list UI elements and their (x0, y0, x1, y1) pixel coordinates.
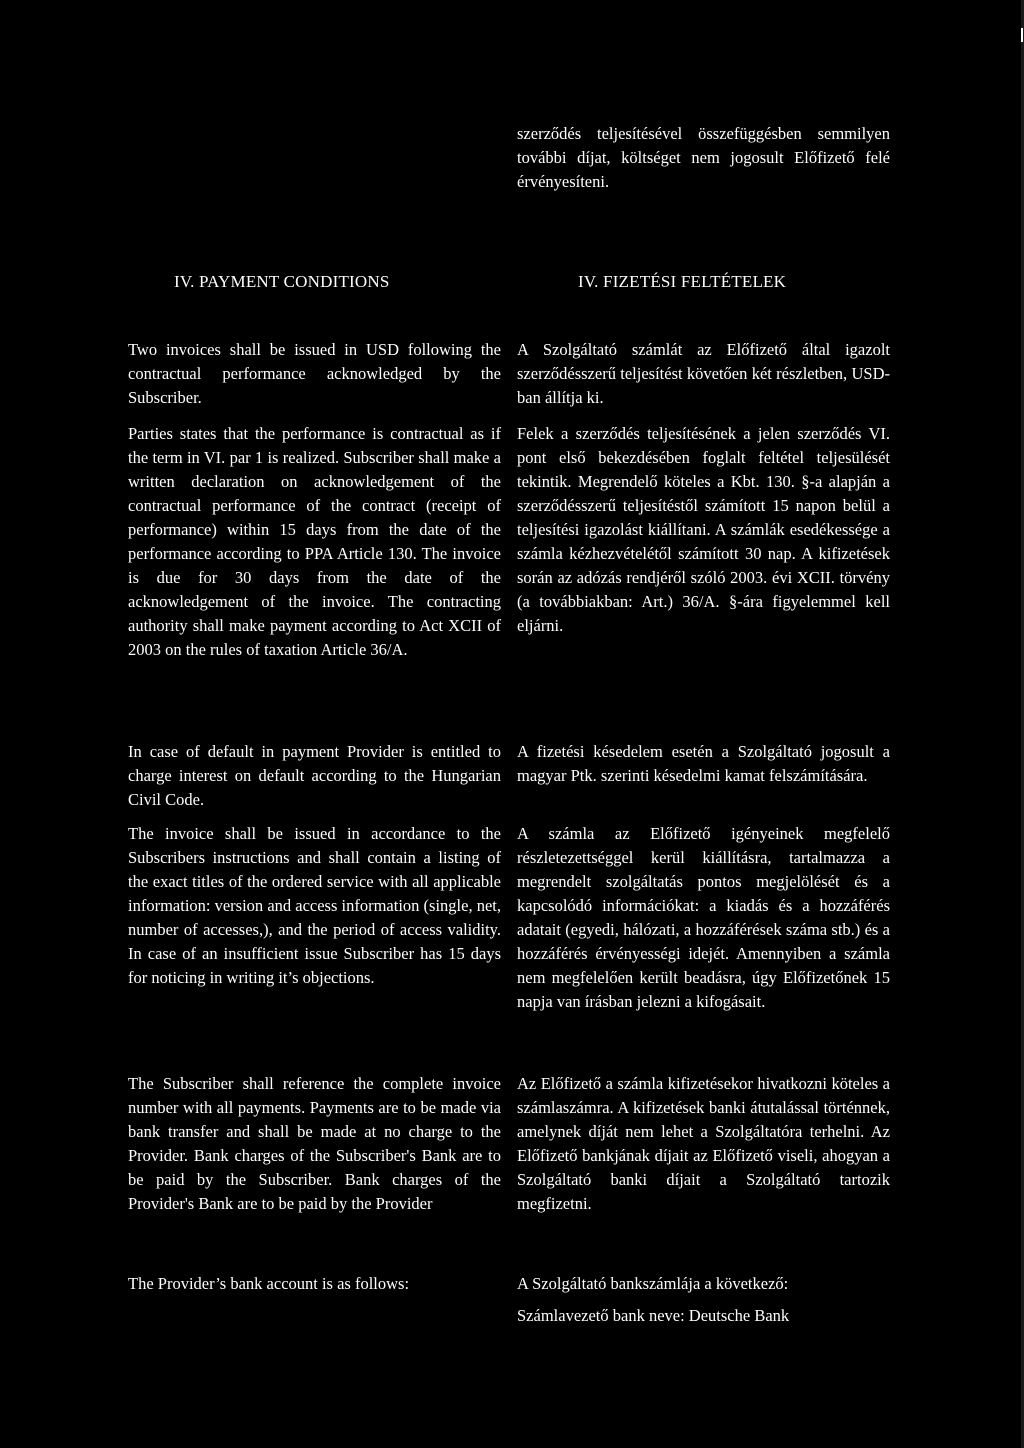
paragraph-hu-invoice-content: A számla az Előfizető igényeinek megfelelő részletezettséggel kerül kiállításra, tartalmazza a megrendelt szolgáltatás pontos megjelölését és a kapcsolódó információkat: a kiadás és a hozzáférés adatait (egyedi, hálózati, a hozzáférések száma stb.) és a hozzáférés érvényességi idejét. Amennyiben a számla nem megfelelően került beadásra, úgy Előfizetőnek 15 napja van írásban jelezni a kifogásait. (517, 824, 890, 1011)
paragraph-en-default: In case of default in payment Provider is entitled to charge interest on default according to the Hungarian Civil Code. (128, 742, 501, 809)
paragraph-hu-performance: Felek a szerződés teljesítésének a jelen szerződés VI. pont első bekezdésében foglalt feltétel teljesülését tekintik. Megrendelő köteles a Kbt. 130. §-a alapján a szerződésszerű teljesítéstől számított 15 napon belül a teljesítési igazolást kiállítani. A számlák esedékessége a számla kézhezvételétől számított 30 nap. A kifizetések során az adózás rendjéről szóló 2003. évi XCII. törvény (a továbbiakban: Art.) 36/A. §-ára figyelemmel kell eljárni. (517, 424, 890, 635)
paragraph-hu-invoices: A Szolgáltató számlát az Előfizető által igazolt szerződésszerű teljesítést követően két részletben, USD-ban állítja ki. (517, 340, 890, 407)
paragraph-en-invoices: Two invoices shall be issued in USD following the contractual performance acknowledged by the Subscriber. (128, 340, 501, 407)
continued-paragraph-hu: szerződés teljesítésével összefüggésben semmilyen további díjat, költséget nem jogosult Előfizető felé érvényesíteni. (517, 124, 890, 191)
paragraph-en-invoice-content: The invoice shall be issued in accordance to the Subscribers instructions and shall contain a listing of the exact titles of the ordered service with all applicable information: version and access information (single, net, number of accesses,), and the period of access validity. In case of an insufficient issue Subscriber has 15 days for noticing in writing it’s objections. (128, 824, 501, 987)
paragraph-en-payments: The Subscriber shall reference the complete invoice number with all payments. Payments are to be made via bank transfer and shall be made at no charge to the Provider. Bank charges of the Subscriber's Bank are to be paid by the Subscriber. Bank charges of the Provider's Bank are to be paid by the Provider (128, 1074, 501, 1213)
paragraph-hu-bank-account: A Szolgáltató bankszámlája a következő: (517, 1274, 789, 1293)
paragraph-hu-default: A fizetési késedelem esetén a Szolgáltató jogosult a magyar Ptk. szerinti késedelmi kamat felszámítására. (517, 742, 890, 785)
section-heading-en: IV. PAYMENT CONDITIONS (174, 272, 390, 291)
paragraph-en-performance: Parties states that the performance is contractual as if the term in VI. par 1 is realized. Subscriber shall make a written declaration on acknowledgement of the contractual performance of the contract (receipt of performance) within 15 days from the date of the performance according to PPA Article 130. The invoice is due for 30 days from the date of the acknowledgement of the invoice. The contracting authority shall make payment according to Act XCII of 2003 on the rules of taxation Article 36/A. (128, 424, 501, 659)
paragraph-hu-bank-name: Számlavezető bank neve: Deutsche Bank (517, 1306, 790, 1325)
paragraph-en-bank-account: The Provider’s bank account is as follows: (128, 1274, 410, 1293)
section-heading-hu: IV. FIZETÉSI FELTÉTELEK (578, 272, 787, 291)
paragraph-hu-payments: Az Előfizető a számla kifizetésekor hivatkozni köteles a számlaszámra. A kifizetések banki átutalással történnek, amelynek díját nem lehet a Szolgáltatóra terhelni. Az Előfizető bankjának díjait az Előfizető viseli, ahogyan a Szolgáltató banki díjait a Szolgáltató tartozik megfizetni. (517, 1074, 890, 1213)
page-edge-mark (1021, 28, 1023, 42)
